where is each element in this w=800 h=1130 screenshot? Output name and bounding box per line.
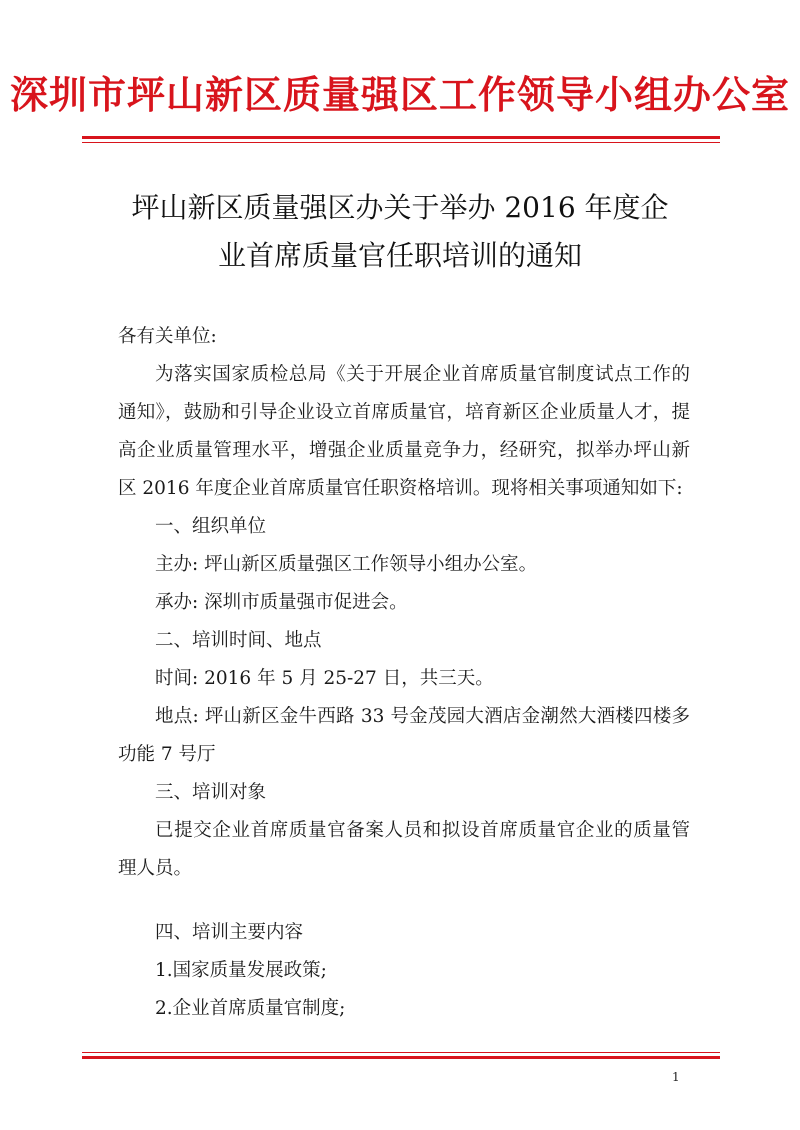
organizer-host: 主办: 坪山新区质量强区工作领导小组办公室。 [155,554,538,575]
section-heading-content: 四、培训主要内容 [155,922,304,943]
header-red-rule-thick [82,136,720,139]
section-heading-organizers: 一、组织单位 [155,516,267,537]
salutation: 各有关单位: [118,326,217,347]
notice-title-line-1: 坪山新区质量强区办关于举办 2016 年度企 [131,191,669,224]
organizer-undertaker: 承办: 深圳市质量强市促进会。 [155,592,408,613]
section-heading-time-place: 二、培训时间、地点 [155,630,322,651]
training-time: 时间: 2016 年 5 月 25-27 日，共三天。 [155,668,494,689]
notice-title [0,184,800,280]
issuing-office-header: 深圳市坪山新区质量强区工作领导小组办公室 [9,72,790,117]
training-audience: 已提交企业首席质量官备案人员和拟设首席质量官企业的质量管理人员。 [118,820,690,879]
content-item-1: 1.国家质量发展政策; [155,960,327,981]
section-spacer [118,888,690,914]
page-number: 1 [672,1070,680,1084]
footer-red-rule-thin [82,1052,720,1053]
training-location: 地点: 坪山新区金牛西路 33 号金茂园大酒店金潮然大酒楼四楼多功能 7 号厅 [118,706,690,765]
content-item-2: 2.企业首席质量官制度; [155,998,346,1019]
notice-body [118,318,690,1028]
intro-paragraph: 为落实国家质检总局《关于开展企业首席质量官制度试点工作的通知》，鼓励和引导企业设立首席质量官，培育新区企业质量人才，提高企业质量管理水平，增强企业质量竞争力，经研究，拟举办坪山新区 2016 年度企业首席质量官任职资格培训。现将相关事项通知如下: [118,364,690,499]
footer-red-rule-thick [82,1056,720,1059]
notice-title-line-2: 业首席质量官任职培训的通知 [217,239,582,272]
section-heading-audience: 三、培训对象 [155,782,267,803]
header-red-rule-thin [82,142,720,143]
